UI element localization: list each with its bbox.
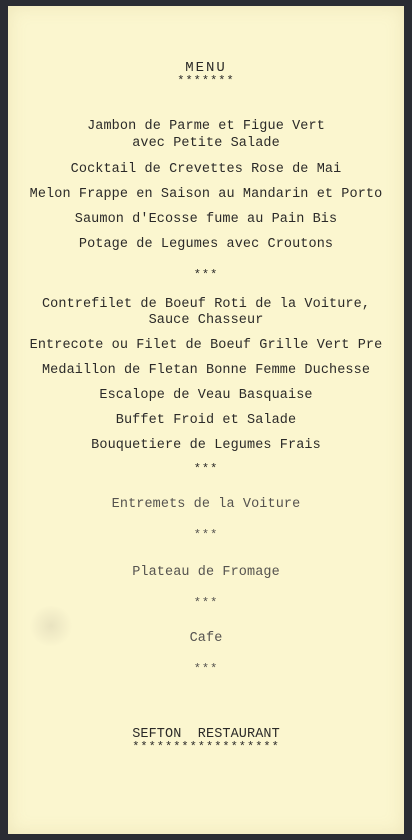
main-item: Contrefilet de Boeuf Roti de la Voiture, bbox=[41, 297, 371, 312]
starter-item: Melon Frappe en Saison au Mandarin et Porto bbox=[29, 187, 383, 202]
starter-item: Saumon d'Ecosse fume au Pain Bis bbox=[74, 212, 338, 227]
main-item: Bouquetiere de Legumes Frais bbox=[91, 438, 321, 453]
section-separator: *** bbox=[193, 662, 219, 676]
starter-item: Jambon de Parme et Figue Vert bbox=[87, 119, 325, 134]
section-separator: *** bbox=[193, 528, 219, 542]
main-item: Entrecote ou Filet de Boeuf Grille Vert Pre bbox=[29, 338, 383, 353]
main-item: Sauce Chasseur bbox=[148, 313, 264, 328]
main-item: Escalope de Veau Basquaise bbox=[99, 388, 313, 403]
main-item: Medaillon de Fletan Bonne Femme Duchesse bbox=[41, 363, 371, 378]
menu-card bbox=[8, 6, 404, 834]
starter-item: avec Petite Salade bbox=[132, 136, 280, 151]
section-separator: *** bbox=[193, 596, 219, 610]
section-separator: *** bbox=[193, 268, 219, 282]
starter-item: Cocktail de Crevettes Rose de Mai bbox=[70, 162, 342, 177]
menu-title: MENU bbox=[185, 60, 227, 76]
main-item: Buffet Froid et Salade bbox=[115, 413, 297, 428]
cheese-item: Plateau de Fromage bbox=[132, 565, 280, 580]
dessert-item: Entremets de la Voiture bbox=[111, 497, 301, 512]
section-separator: *** bbox=[193, 462, 219, 476]
restaurant-name: SEFTON RESTAURANT bbox=[132, 727, 280, 742]
starter-item: Potage de Legumes avec Croutons bbox=[78, 237, 334, 252]
restaurant-underline: ****************** bbox=[132, 740, 280, 754]
title-underline: ******* bbox=[177, 74, 235, 88]
coffee-item: Cafe bbox=[189, 631, 223, 646]
